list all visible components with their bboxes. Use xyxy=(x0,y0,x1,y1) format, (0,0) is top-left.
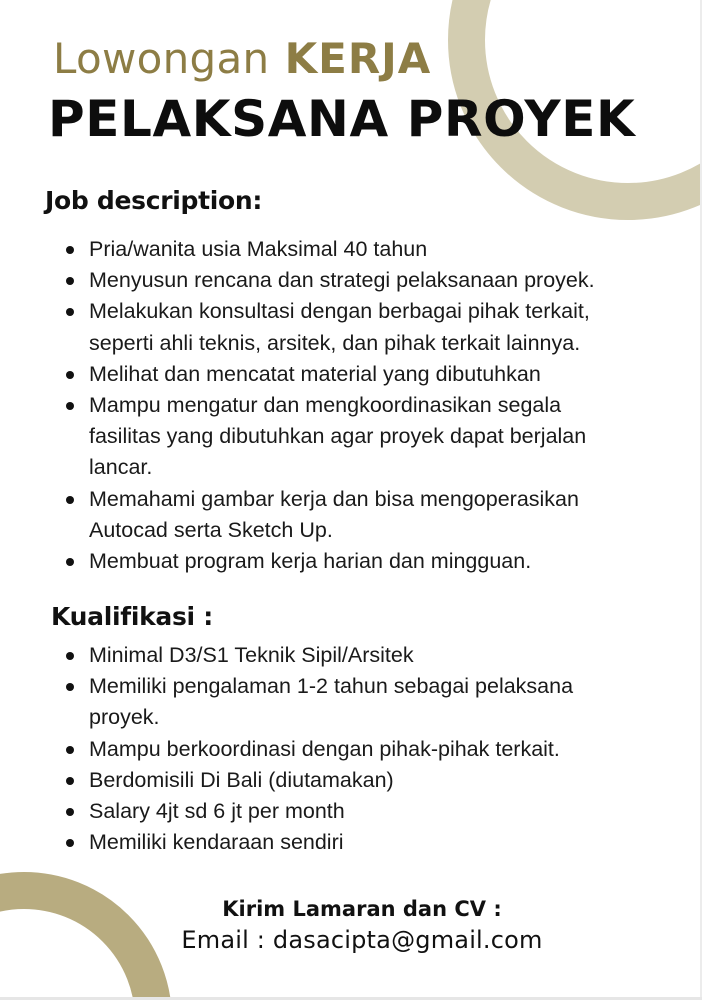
qualifications-heading: Kualifikasi : xyxy=(51,602,213,631)
job-title: PELAKSANA PROYEK xyxy=(48,90,636,148)
list-item-text: fasilitas yang dibutuhkan agar proyek dapat berjalan xyxy=(89,424,587,449)
contact-email[interactable]: Email : dasacipta@gmail.com xyxy=(181,926,543,954)
bullet-icon xyxy=(66,808,74,816)
bullet-icon xyxy=(66,746,74,754)
list-item-text: Memahami gambar kerja dan bisa mengoperasikan xyxy=(89,486,579,511)
list-item xyxy=(0,765,573,796)
title-lowongan: Lowongan xyxy=(53,34,270,83)
bullet-icon xyxy=(66,839,74,847)
list-item-text: Salary 4jt sd 6 jt per month xyxy=(89,799,345,824)
list-item-text: Autocad serta Sketch Up. xyxy=(89,517,333,542)
bullet-icon xyxy=(66,496,74,504)
list-item xyxy=(0,390,595,484)
job-description-heading: Job description: xyxy=(45,186,263,215)
list-item-text: Pria/wanita usia Maksimal 40 tahun xyxy=(89,237,428,261)
list-item-text: Melakukan konsultasi dengan berbagai pihak terkait, xyxy=(89,299,590,324)
list-item xyxy=(0,234,595,265)
bullet-icon xyxy=(66,402,74,410)
list-item-text: Mampu berkoordinasi dengan pihak-pihak terkait. xyxy=(89,736,560,761)
list-item-text: Menyusun rencana dan strategi pelaksanaan proyek. xyxy=(89,268,595,293)
list-item xyxy=(0,640,573,671)
list-item xyxy=(0,734,573,765)
bullet-icon xyxy=(66,308,74,316)
list-item-text: seperti ahli teknis, arsitek, dan pihak terkait lainnya. xyxy=(89,330,581,355)
list-item xyxy=(0,671,573,733)
list-item-text: Melihat dan mencatat material yang dibutuhkan xyxy=(89,361,541,386)
qualifications-list xyxy=(0,640,573,858)
list-item-text: Mampu mengatur dan mengkoordinasikan segala xyxy=(89,393,562,418)
list-item-text: Berdomisili Di Bali (diutamakan) xyxy=(89,767,394,792)
list-item xyxy=(0,484,595,546)
bullet-icon xyxy=(66,246,74,254)
list-item xyxy=(0,546,595,577)
list-item-text: Memiliki kendaraan sendiri xyxy=(89,830,344,855)
bullet-icon xyxy=(66,558,74,566)
bullet-icon xyxy=(66,371,74,379)
list-item-text: Minimal D3/S1 Teknik Sipil/Arsitek xyxy=(89,643,414,667)
bullet-icon xyxy=(66,683,74,691)
list-item-text: Memiliki pengalaman 1-2 tahun sebagai pelaksana xyxy=(89,674,574,699)
title-kerja: KERJA xyxy=(284,34,432,83)
contact-heading: Kirim Lamaran dan CV : xyxy=(222,897,502,921)
job-description-list xyxy=(0,234,595,577)
list-item-text: proyek. xyxy=(89,705,160,730)
list-item-text: lancar. xyxy=(89,455,153,480)
bullet-icon xyxy=(66,777,74,785)
bullet-icon xyxy=(66,652,74,660)
list-item xyxy=(0,796,573,827)
list-item xyxy=(0,265,595,296)
list-item-text: Membuat program kerja harian dan mingguan. xyxy=(89,549,532,574)
list-item xyxy=(0,827,573,858)
list-item xyxy=(0,296,595,358)
bullet-icon xyxy=(66,277,74,285)
title-lowongan-kerja xyxy=(53,36,431,82)
list-item xyxy=(0,359,595,390)
